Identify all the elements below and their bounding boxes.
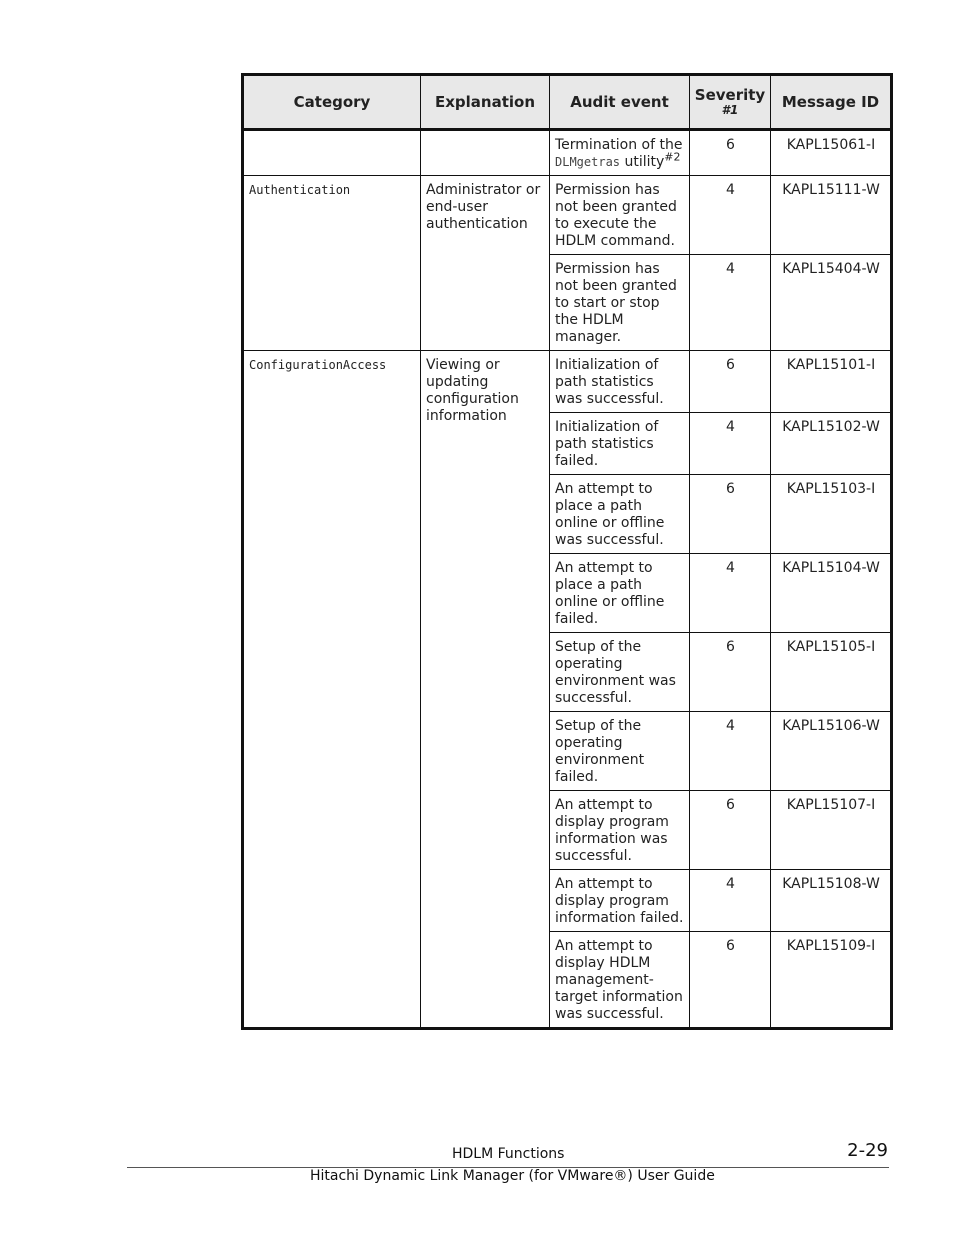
explanation-cell: Viewing or updating configuration information xyxy=(421,351,550,1029)
severity-cell: 6 xyxy=(690,351,771,413)
severity-cell: 4 xyxy=(690,413,771,475)
severity-cell: 4 xyxy=(690,255,771,351)
audit-event-suffix: utility xyxy=(620,154,665,170)
header-severity-label: Severity xyxy=(694,86,766,104)
audit-event-cell: An attempt to place a path online or offline was successful. xyxy=(550,475,690,554)
message-id-cell: KAPL15109-I xyxy=(771,932,892,1029)
table-header-row xyxy=(243,75,892,130)
audit-events-table xyxy=(241,73,893,1030)
footer-guide-title: Hitachi Dynamic Link Manager (for VMware®) User Guide xyxy=(310,1168,715,1184)
explanation-cell xyxy=(421,130,550,176)
severity-cell: 4 xyxy=(690,870,771,932)
audit-event-prefix: Termination of the xyxy=(555,137,683,153)
message-id-cell: KAPL15101-I xyxy=(771,351,892,413)
explanation-cell: Administrator or end-user authentication xyxy=(421,176,550,351)
header-severity-note: #1 xyxy=(721,103,739,117)
utility-name: DLMgetras xyxy=(555,155,621,169)
severity-cell: 6 xyxy=(690,475,771,554)
table-body xyxy=(243,130,892,1029)
table-row xyxy=(243,351,892,413)
table-row xyxy=(243,176,892,255)
audit-event-cell xyxy=(550,130,690,176)
message-id-cell: KAPL15108-W xyxy=(771,870,892,932)
header-explanation: Explanation xyxy=(421,75,550,130)
table-row xyxy=(243,130,892,176)
audit-event-cell: Permission has not been granted to start or stop the HDLM manager. xyxy=(550,255,690,351)
footnote-marker: #2 xyxy=(664,150,681,164)
audit-event-cell: Initialization of path statistics failed. xyxy=(550,413,690,475)
category-cell: ConfigurationAccess xyxy=(243,351,421,1029)
page-number: 2-29 xyxy=(847,1140,888,1161)
severity-cell: 6 xyxy=(690,633,771,712)
audit-event-cell: An attempt to place a path online or offline failed. xyxy=(550,554,690,633)
message-id-cell: KAPL15111-W xyxy=(771,176,892,255)
audit-event-cell: An attempt to display HDLM management-target information was successful. xyxy=(550,932,690,1029)
severity-cell: 6 xyxy=(690,791,771,870)
message-id-cell: KAPL15102-W xyxy=(771,413,892,475)
footer-section-title: HDLM Functions xyxy=(452,1146,565,1162)
audit-event-cell: Permission has not been granted to execute the HDLM command. xyxy=(550,176,690,255)
severity-cell: 6 xyxy=(690,130,771,176)
message-id-cell: KAPL15104-W xyxy=(771,554,892,633)
message-id-cell: KAPL15103-I xyxy=(771,475,892,554)
header-severity xyxy=(690,75,771,130)
audit-event-cell: An attempt to display program information was successful. xyxy=(550,791,690,870)
audit-event-cell: An attempt to display program information failed. xyxy=(550,870,690,932)
header-audit-event: Audit event xyxy=(550,75,690,130)
message-id-cell: KAPL15061-I xyxy=(771,130,892,176)
message-id-cell: KAPL15107-I xyxy=(771,791,892,870)
audit-event-cell: Initialization of path statistics was successful. xyxy=(550,351,690,413)
audit-event-cell: Setup of the operating environment was successful. xyxy=(550,633,690,712)
severity-cell: 4 xyxy=(690,712,771,791)
message-id-cell: KAPL15105-I xyxy=(771,633,892,712)
message-id-cell: KAPL15106-W xyxy=(771,712,892,791)
category-cell: Authentication xyxy=(243,176,421,351)
message-id-cell: KAPL15404-W xyxy=(771,255,892,351)
severity-cell: 6 xyxy=(690,932,771,1029)
header-category: Category xyxy=(243,75,421,130)
severity-cell: 4 xyxy=(690,554,771,633)
audit-event-cell: Setup of the operating environment failed. xyxy=(550,712,690,791)
category-cell xyxy=(243,130,421,176)
header-message-id: Message ID xyxy=(771,75,892,130)
severity-cell: 4 xyxy=(690,176,771,255)
